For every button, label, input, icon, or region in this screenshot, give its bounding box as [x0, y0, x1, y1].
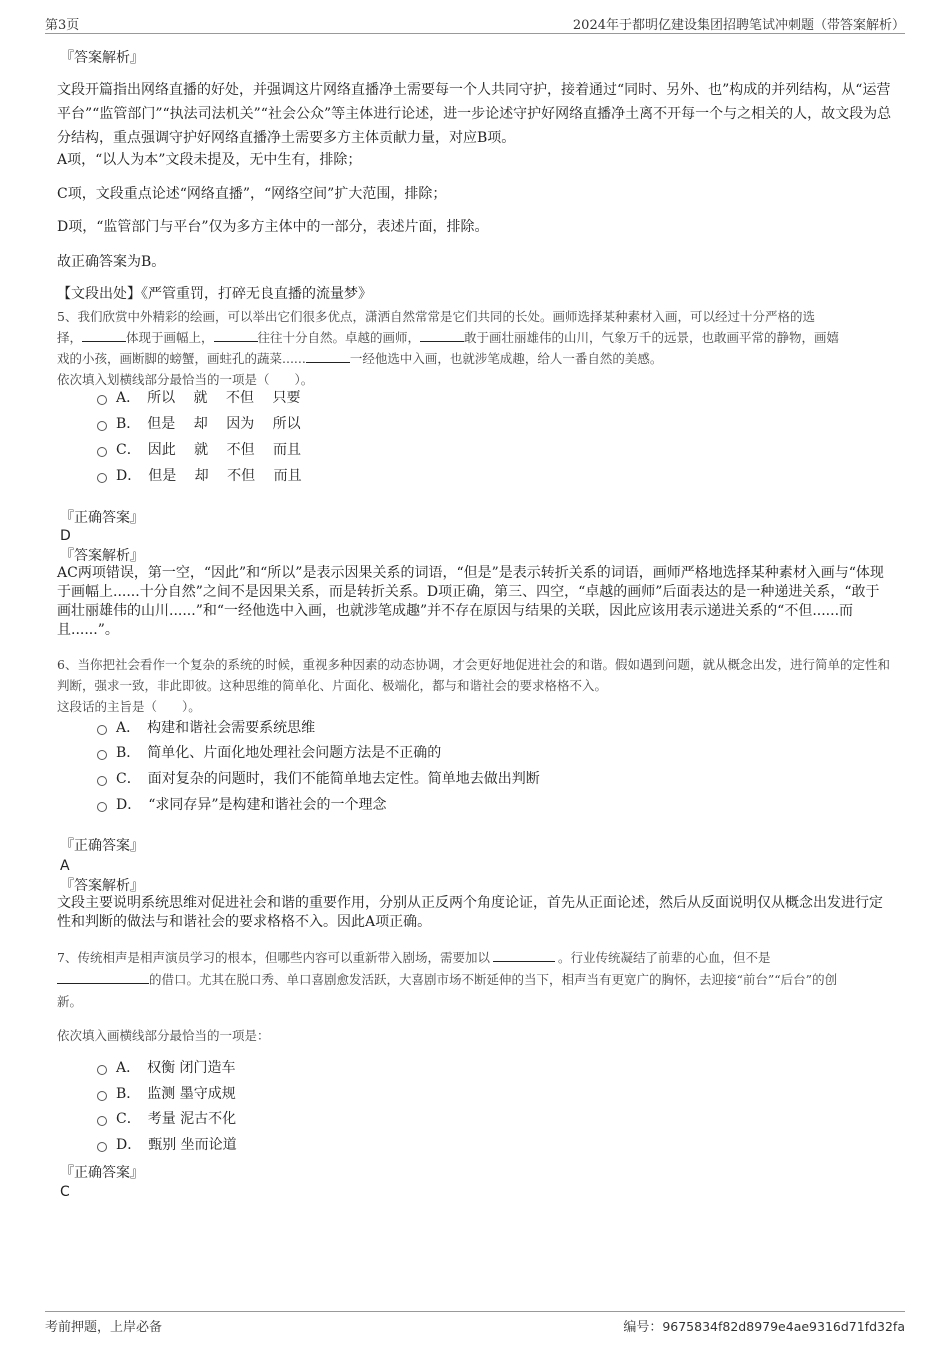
- q7-text: [57, 947, 895, 1047]
- q5-analysis-label: 『答案解析』: [60, 548, 144, 564]
- option-label: B． 监测 墨守成规: [116, 1086, 236, 1102]
- radio-icon[interactable]: [97, 1142, 107, 1152]
- q6-analysis-label: 『答案解析』: [60, 878, 144, 894]
- fill-blank-4: [306, 348, 350, 363]
- q6-prompt: 这段话的主旨是（ ）。: [57, 699, 201, 714]
- q5-seg: 敢于画壮丽雄伟的山川，气象万千的远景，也敢画平常的静物，画嬉: [464, 330, 840, 345]
- radio-icon[interactable]: [97, 776, 107, 786]
- option-label: B． 但是 却 因为 所以: [116, 416, 301, 432]
- radio-icon[interactable]: [97, 447, 107, 457]
- q4-note-d: D项，“监管部门与平台”仅为多方主体中的一部分，表述片面，排除。: [57, 219, 489, 235]
- q5-correct-answer: D: [60, 528, 71, 544]
- q5-seg: 戏的小孩，画断脚的螃蟹，画蛀孔的蔬菜......: [57, 351, 306, 366]
- q5-seg: 体现于画幅上，: [126, 330, 214, 345]
- q7-line-2: [57, 969, 895, 991]
- radio-icon[interactable]: [97, 750, 107, 760]
- option-label: B． 简单化、片面化地处理社会问题方法是不正确的: [116, 745, 442, 761]
- option-label: C． 考量 泥古不化: [116, 1111, 237, 1127]
- q7-option-d[interactable]: [97, 1135, 237, 1155]
- q5-seg: 往往十分自然。卓越的画师，: [257, 330, 421, 345]
- option-label: D． 但是 却 不但 而且: [116, 468, 302, 484]
- q5-correct-label: 『正确答案』: [60, 510, 144, 526]
- q4-conclusion: 故正确答案为B。: [57, 254, 166, 270]
- option-label: A． 构建和谐社会需要系统思维: [116, 720, 316, 736]
- q5-option-a[interactable]: [97, 388, 300, 408]
- q7-line-1: [57, 947, 895, 969]
- radio-icon[interactable]: [97, 421, 107, 431]
- q6-correct-label: 『正确答案』: [60, 838, 144, 854]
- q6-correct-answer: A: [60, 858, 70, 874]
- q5-text: [57, 306, 895, 390]
- radio-icon[interactable]: [97, 725, 107, 735]
- q7-option-c[interactable]: [97, 1109, 236, 1129]
- option-label: A． 所以 就 不但 只要: [116, 390, 301, 406]
- radio-icon[interactable]: [97, 1116, 107, 1126]
- option-label: D． 甄别 坐而论道: [116, 1137, 237, 1153]
- fill-blank-1: [82, 327, 126, 342]
- q7-correct-answer: C: [60, 1184, 70, 1200]
- fill-blank-2: [214, 327, 258, 342]
- q4-note-c: C项，文段重点论述“网络直播”，“网络空间”扩大范围，排除；: [57, 186, 447, 202]
- fill-blank-3: [420, 327, 464, 342]
- q5-seg: 择，: [57, 330, 83, 345]
- q6-text: [57, 654, 895, 717]
- radio-icon[interactable]: [97, 395, 107, 405]
- fill-blank-2: [57, 969, 149, 984]
- header-rule: [45, 33, 905, 34]
- q4-analysis-text: 文段开篇指出网络直播的好处，并强调这片网络直播净土需要每一个人共同守护，接着通过“同时、另外、也”构成的并列结构，从“运营平台”“监管部门”“执法司法机关”“社会公众”等主体进行论述，进一步论述守护好网络直播净土离不开每一个与之相关的人，故文段为总分结构，重点强调守护好网络直播净土需要多方主体贡献力量，对应B项。: [57, 82, 892, 146]
- option-label: A． 权衡 闭门造车: [116, 1060, 236, 1076]
- page-number: 第3页: [45, 18, 80, 33]
- q7-line-3: 新。: [57, 994, 83, 1009]
- q6-option-b[interactable]: [97, 743, 441, 763]
- option-label: D． “求同存异”是构建和谐社会的一个理念: [116, 797, 387, 813]
- footer-code-value: 9675834f82d8979e4ae9316d71fd32fa: [662, 1319, 905, 1334]
- option-label: C． 面对复杂的问题时，我们不能简单地去定性。简单地去做出判断: [116, 771, 540, 787]
- q4-note-a: A项，“以人为本”文段未提及，无中生有，排除；: [57, 152, 362, 168]
- q5-analysis-text: AC两项错误，第一空，“因此”和“所以”是表示因果关系的词语，“但是”是表示转折关系的词语，画师严格地选择某种素材入画与“体现于画幅上......十分自然”之间不是因果关系，而是转折关系。D项正确，第三、四空，“卓越的画师”后面表达的是一种递进关系，“敢于画壮丽雄伟的山川......”和“一经他选中入画，也就涉笔成趣”并不存在原因与结果的关联，因此应该用表示递进关系的“不但......而且......”。: [57, 565, 884, 638]
- q5-line-3: [57, 348, 895, 369]
- q5-seg: 一经他选中入画，也就涉笔成趣，给人一番自然的美感。: [349, 351, 663, 366]
- q6-option-c[interactable]: [97, 769, 540, 789]
- q7-seg: 。行业传统凝结了前辈的心血，但不是: [557, 950, 771, 965]
- footer-code: [623, 1316, 905, 1335]
- q7-prompt: 依次填入画横线部分最恰当的一项是：: [57, 1028, 270, 1043]
- footer-rule: [45, 1311, 905, 1312]
- q7-seg: 的借口。尤其在脱口秀、单口喜剧愈发活跃，大喜剧市场不断延伸的当下，相声当有更宽广的胸怀，去迎接“前台”“后台”的创: [149, 972, 838, 987]
- q4-analysis-label: 『答案解析』: [60, 50, 144, 66]
- q6-analysis-text: 文段主要说明系统思维对促进社会和谐的重要作用，分别从正反两个角度论证，首先从正面论述，然后从反面说明仅从概念出发进行定性和判断的做法与和谐社会的要求格格不入。因此A项正确。: [57, 895, 883, 930]
- radio-icon[interactable]: [97, 473, 107, 483]
- q5-option-b[interactable]: [97, 414, 301, 434]
- q5-option-c[interactable]: [97, 440, 301, 460]
- q6-option-d[interactable]: [97, 795, 387, 815]
- radio-icon[interactable]: [97, 1091, 107, 1101]
- radio-icon[interactable]: [97, 1065, 107, 1075]
- q7-seg: 7、传统相声是相声演员学习的根本，但哪些内容可以重新带入剧场，需要加以: [57, 950, 490, 965]
- q5-line-2: [57, 327, 895, 348]
- q5-line-1: 5、我们欣赏中外精彩的绘画，可以举出它们很多优点，潇洒自然常常是它们共同的长处。画师选择某种素材入画，可以经过十分严格的选: [57, 309, 815, 324]
- q4-source: 【文段出处】《严管重罚，打碎无良直播的流量梦》: [57, 286, 372, 302]
- q5-prompt: 依次填入划横线部分最恰当的一项是（ ）。: [57, 372, 314, 387]
- footer-code-label: 编号：: [623, 1320, 663, 1335]
- fill-blank-1: [493, 947, 555, 962]
- q7-option-b[interactable]: [97, 1084, 236, 1104]
- q7-option-a[interactable]: [97, 1058, 236, 1078]
- q6-body: 6、当你把社会看作一个复杂的系统的时候，重视多种因素的动态协调，才会更好地促进社会的和谐。假如遇到问题，就从概念出发，进行简单的定性和判断，强求一致，非此即彼。这种思维的简单化、片面化、极端化，都与和谐社会的要求格格不入。: [57, 657, 890, 693]
- document-title: 2024年于都明亿建设集团招聘笔试冲刺题（带答案解析）: [572, 18, 905, 33]
- q5-option-d[interactable]: [97, 466, 302, 486]
- option-label: C． 因此 就 不但 而且: [116, 442, 302, 458]
- q7-correct-label: 『正确答案』: [60, 1165, 144, 1181]
- footer-slogan: 考前押题，上岸必备: [45, 1320, 163, 1335]
- q6-option-a[interactable]: [97, 718, 315, 738]
- radio-icon[interactable]: [97, 802, 107, 812]
